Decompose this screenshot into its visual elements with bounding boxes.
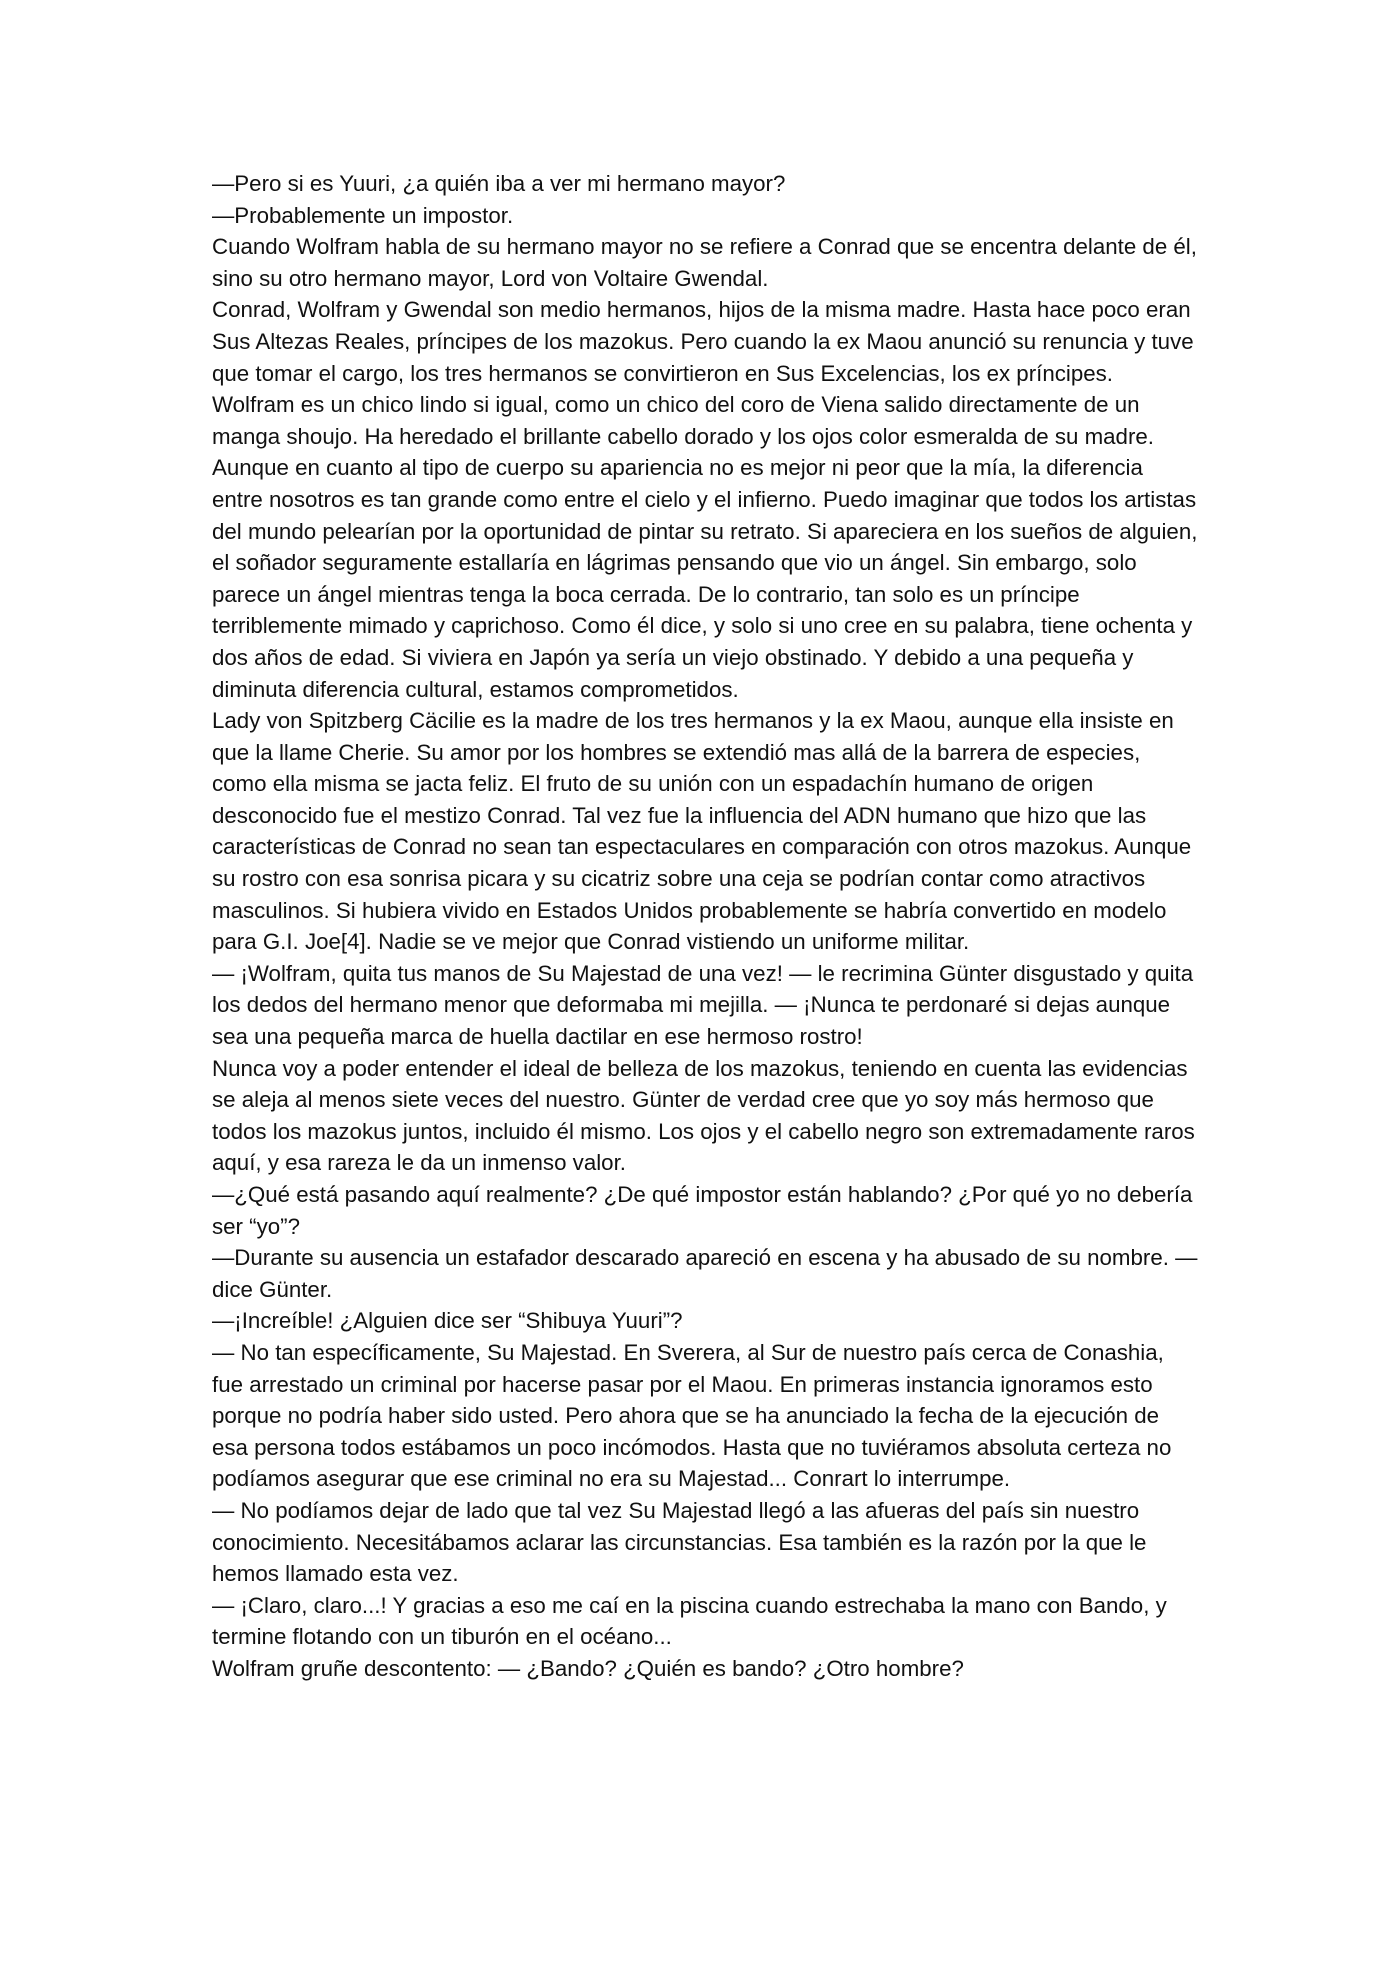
- paragraph: Nunca voy a poder entender el ideal de belleza de los mazokus, teniendo en cuenta las evidencias se aleja al menos siete veces del nuestro. Günter de verdad cree que yo soy más hermoso que todos los mazokus juntos, incluido él mismo. Los ojos y el cabello negro son extremadamente raros aquí, y esa rareza le da un inmenso valor.: [212, 1055, 1195, 1176]
- paragraph: Conrad, Wolfram y Gwendal son medio hermanos, hijos de la misma madre. Hasta hace poco eran Sus Altezas Reales, príncipes de los mazokus. Pero cuando la ex Maou anunció su renuncia y tuve que tomar el cargo, los tres hermanos se convirtieron en Sus Excelencias, los ex príncipes.: [212, 297, 1194, 386]
- paragraph: —Probablemente un impostor.: [212, 202, 514, 228]
- paragraph: Wolfram gruñe descontento: — ¿Bando? ¿Quién es bando? ¿Otro hombre?: [212, 1655, 964, 1681]
- document-page: [212, 168, 1198, 1685]
- paragraph: —Pero si es Yuuri, ¿a quién iba a ver mi hermano mayor?: [212, 171, 786, 196]
- paragraph: — ¡Claro, claro...! Y gracias a eso me caí en la piscina cuando estrechaba la mano con Bando, y termine flotando con un tiburón en el océano...: [212, 1592, 1167, 1650]
- paragraph: Cuando Wolfram habla de su hermano mayor no se refiere a Conrad que se encentra delante de él, sino su otro hermano mayor, Lord von Voltaire Gwendal.: [212, 234, 1197, 291]
- paragraph: — ¡Wolfram, quita tus manos de Su Majestad de una vez! — le recrimina Günter disgustado y quita los dedos del hermano menor que deformaba mi mejilla. — ¡Nunca te perdonaré si dejas aunque sea una pequeña marca de huella dactilar en ese hermoso rostro!: [212, 960, 1194, 1050]
- paragraph: — No podíamos dejar de lado que tal vez Su Majestad llegó a las afueras del país sin nuestro conocimiento. Necesitábamos aclarar las circunstancias. Esa también es la razón por la que le hemos llamado esta vez.: [212, 1497, 1147, 1587]
- paragraph: —¡Increíble! ¿Alguien dice ser “Shibuya Yuuri”?: [212, 1308, 683, 1334]
- paragraph: Wolfram es un chico lindo si igual, como un chico del coro de Viena salido directamente de un manga shoujo. Ha heredado el brillante cabello dorado y los ojos color esmeralda de su madre. Aunque en cuanto al tipo de cuerpo su apariencia no es mejor ni peor que la mía, la diferencia entre nosotros es tan grande como entre el cielo y el infierno. Puedo imaginar que todos los artistas del mundo pelearían por la oportunidad de pintar su retrato. Si apareciera en los sueños de alguien, el soñador seguramente estallaría en lágrimas pensando que vio un ángel. Sin embargo, solo parece un ángel mientras tenga la boca cerrada. De lo contrario, tan solo es un príncipe terriblemente mimado y caprichoso. Como él dice, y solo si uno cree en su palabra, tiene ochenta y dos años de edad. Si viviera en Japón ya sería un viejo obstinado. Y debido a una pequeña y diminuta diferencia cultural, estamos comprometidos.: [212, 392, 1198, 702]
- paragraph: Lady von Spitzberg Cäcilie es la madre de los tres hermanos y la ex Maou, aunque ella insiste en que la llame Cherie. Su amor por los hombres se extendió mas allá de la barrera de especies, como ella misma se jacta feliz. El fruto de su unión con un espadachín humano de origen desconocido fue el mestizo Conrad. Tal vez fue la influencia del ADN humano que hizo que las características de Conrad no sean tan espectaculares en comparación con otros mazokus. Aunque su rostro con esa sonrisa picara y su cicatriz sobre una ceja se podrían contar como atractivos masculinos. Si hubiera vivido en Estados Unidos probablemente se habría convertido en modelo para G.I. Joe[4]. Nadie se ve mejor que Conrad vistiendo un uniforme militar.: [212, 708, 1192, 955]
- paragraph: — No tan específicamente, Su Majestad. En Sverera, al Sur de nuestro país cerca de Conashia, fue arrestado un criminal por hacerse pasar por el Maou. En primeras instancia ignoramos esto porque no podría haber sido usted. Pero ahora que se ha anunciado la fecha de la ejecución de esa persona todos estábamos un poco incómodos. Hasta que no tuviéramos absoluta certeza no podíamos asegurar que ese criminal no era su Majestad... Conrart lo interrumpe.: [212, 1339, 1172, 1492]
- paragraph: —Durante su ausencia un estafador descarado apareció en escena y ha abusado de su nombre. —dice Günter.: [212, 1245, 1198, 1302]
- paragraph: —¿Qué está pasando aquí realmente? ¿De qué impostor están hablando? ¿Por qué yo no debería ser “yo”?: [212, 1182, 1193, 1239]
